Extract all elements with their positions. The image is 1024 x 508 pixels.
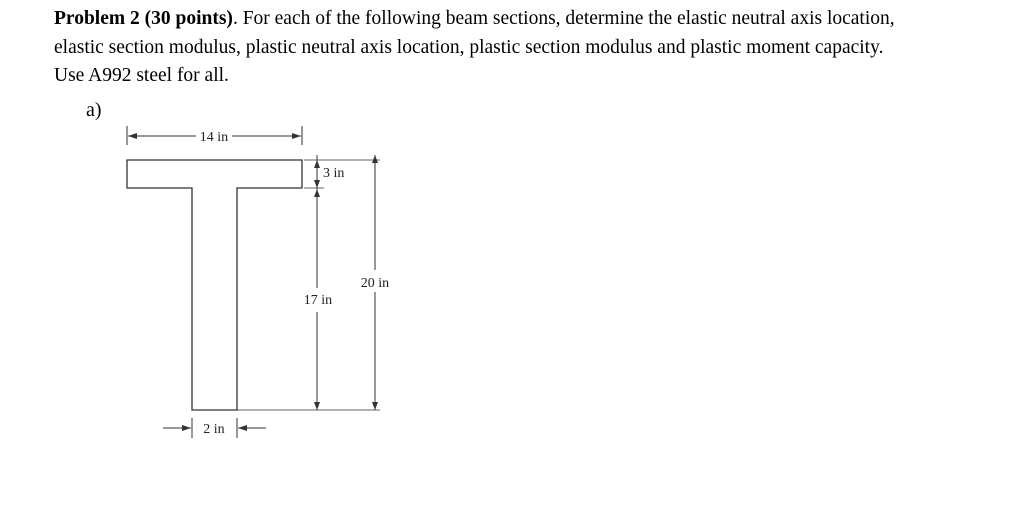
problem-line-2: elastic section modulus, plastic neutral axis location, plastic section modulus and plastic moment capacity. [54,36,884,58]
problem-title-period: . [232,8,238,29]
total-height-label: 20 in [360,276,390,291]
web-height-dimension [304,189,332,410]
part-a-label: a) [86,99,102,121]
web-thickness-label: 2 in [203,422,225,437]
web-thickness-dimension [163,418,266,438]
flange-thickness-label: 3 in [323,166,345,181]
t-beam-outline [127,160,302,410]
total-height-dimension [361,155,389,410]
flange-width-label: 14 in [199,130,229,145]
web-height-label: 17 in [303,293,333,308]
flange-width-dimension [127,126,302,145]
problem-line-1: For each of the following beam sections, determine the elastic neutral axis location, [237,8,895,29]
flange-thickness-dimension [304,155,344,193]
problem-title: Problem 2 (30 points) [54,8,233,29]
problem-line-3: Use A992 steel for all. [54,65,229,86]
